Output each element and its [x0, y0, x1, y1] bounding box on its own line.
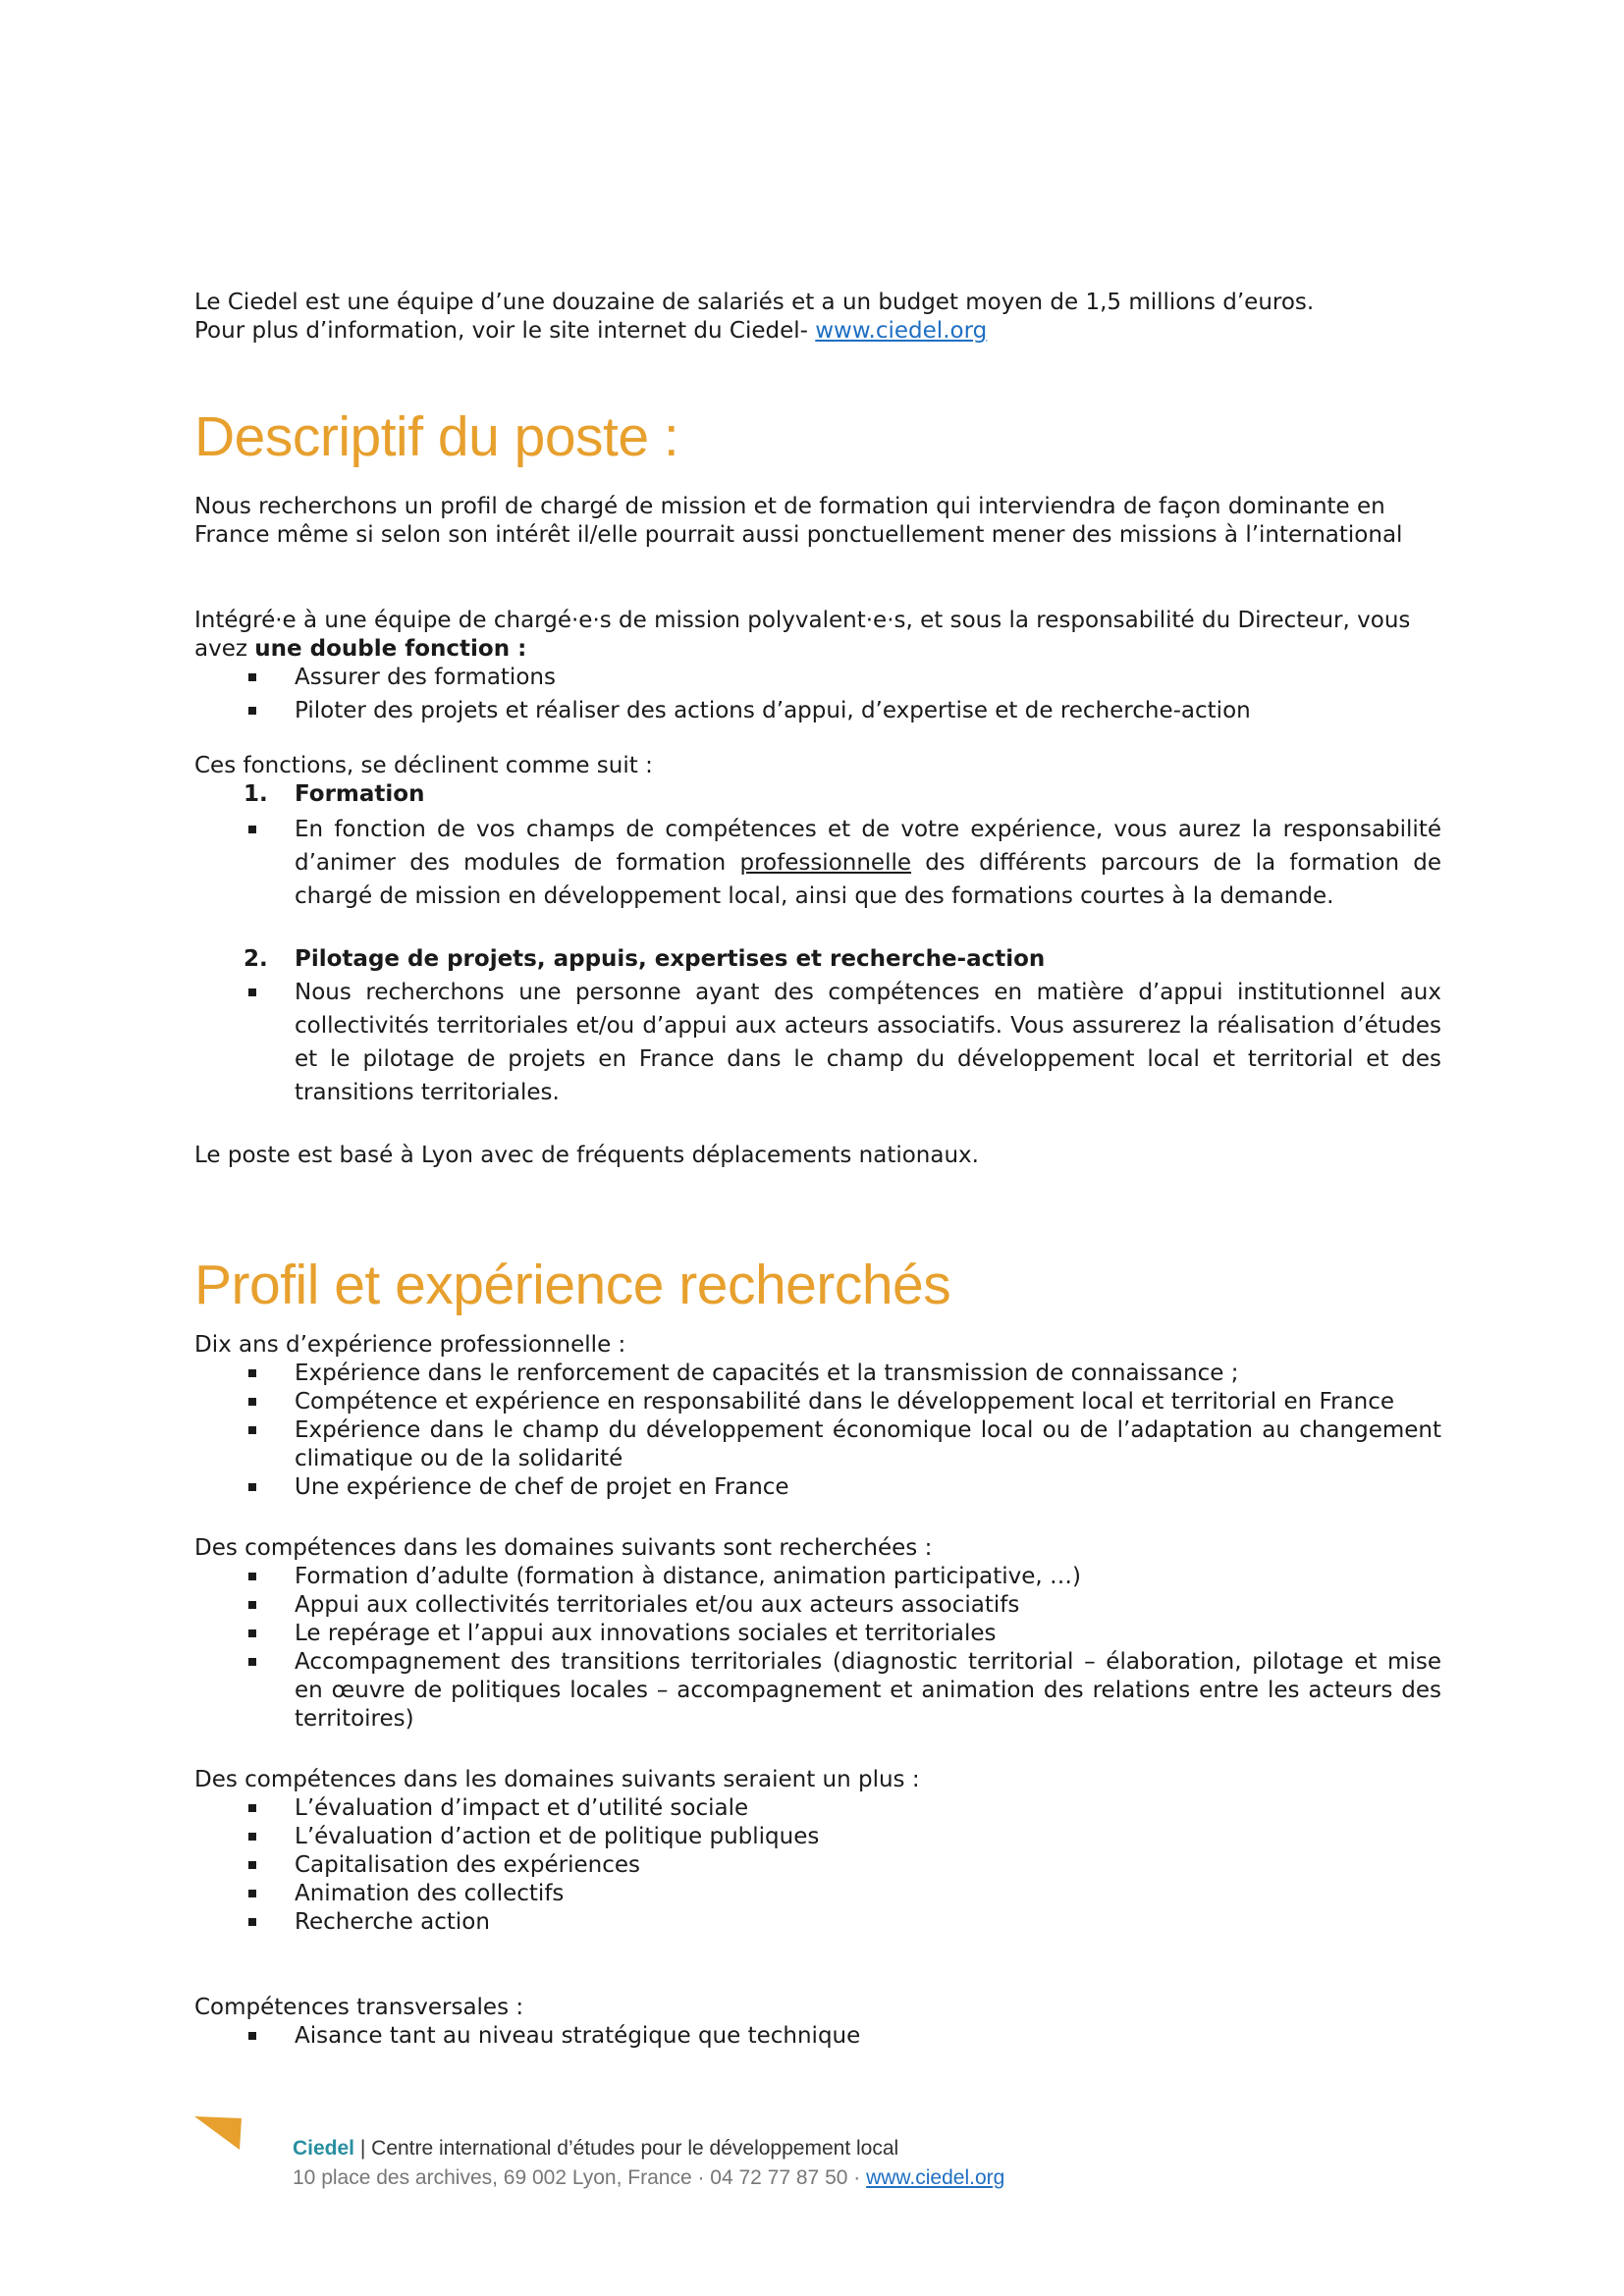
- square-bullet-icon: [248, 1918, 256, 1926]
- list-item: Accompagnement des transitions territoriales (diagnostic territorial – élaboration, pilotage et mise en œuvre de politiques locales – accompagnement et animation des relations entre les acteurs des territoires): [194, 1648, 1441, 1734]
- square-bullet-icon: [248, 1629, 256, 1637]
- square-bullet-icon: [248, 1483, 256, 1491]
- list-item: Animation des collectifs: [194, 1880, 1441, 1908]
- section-title-descriptif: Descriptif du poste :: [194, 405, 679, 468]
- square-bullet-icon: [248, 1833, 256, 1841]
- section-title-profil: Profil et expérience recherchés: [194, 1254, 951, 1316]
- skills-intro: Des compétences dans les domaines suivants sont recherchées :: [194, 1535, 933, 1561]
- experience-list: [194, 1360, 1441, 1502]
- square-bullet-icon: [248, 1861, 256, 1869]
- square-bullet-icon: [248, 673, 256, 681]
- square-bullet-icon: [248, 826, 256, 833]
- square-bullet-icon: [248, 1890, 256, 1897]
- website-link[interactable]: www.ciedel.org: [815, 318, 988, 344]
- square-bullet-icon: [248, 1573, 256, 1580]
- list-item: Piloter des projets et réaliser des actions d’appui, d’expertise et de recherche-action: [194, 697, 1441, 725]
- square-bullet-icon: [248, 1658, 256, 1666]
- numbered-heading-formation: 1. Formation: [244, 781, 425, 807]
- square-bullet-icon: [248, 2032, 256, 2040]
- list-item: Compétence et expérience en responsabilité dans le développement local et territorial en France: [194, 1388, 1441, 1416]
- profile-paragraph: Nous recherchons un profil de chargé de mission et de formation qui interviendra de façon dominante en France même si selon son intérêt il/elle pourrait aussi ponctuellement mener des missions à l’international: [194, 494, 1403, 548]
- pilotage-list: [194, 976, 1441, 1109]
- footer-brand: Ciedel: [293, 2137, 355, 2160]
- experience-intro: Dix ans d’expérience professionnelle :: [194, 1332, 626, 1358]
- square-bullet-icon: [248, 1804, 256, 1812]
- plus-list: [194, 1794, 1441, 1937]
- function-list: [194, 664, 1441, 725]
- footer-line1: Ciedel | Centre international d’études pour le développement local: [293, 2137, 899, 2160]
- transversal-list: [194, 2022, 1441, 2051]
- list-item: Appui aux collectivités territoriales et/ou aux acteurs associatifs: [194, 1591, 1441, 1620]
- square-bullet-icon: [248, 1426, 256, 1434]
- list-item: Aisance tant au niveau stratégique que technique: [194, 2022, 1441, 2051]
- square-bullet-icon: [248, 988, 256, 996]
- list-item: Capitalisation des expériences: [194, 1851, 1441, 1880]
- list-item: Assurer des formations: [194, 664, 1441, 692]
- intro-line1: Le Ciedel est une équipe d’une douzaine de salariés et a un budget moyen de 1,5 millions d’euros.: [194, 290, 1315, 315]
- role-paragraph: Intégré·e à une équipe de chargé·e·s de mission polyvalent·e·s, et sous la responsabilité du Directeur, vous avez une double fonction :: [194, 608, 1411, 662]
- plus-intro: Des compétences dans les domaines suivants seraient un plus :: [194, 1767, 920, 1792]
- square-bullet-icon: [248, 1398, 256, 1406]
- square-bullet-icon: [248, 1369, 256, 1377]
- formation-list: [194, 813, 1441, 913]
- list-item: En fonction de vos champs de compétences et de votre expérience, vous aurez la responsabilité d’animer des modules de formation professionnelle des différents parcours de la formation de chargé de mission en développement local, ainsi que des formations courtes à la demande.: [194, 813, 1441, 913]
- double-function-label: une double fonction :: [254, 636, 527, 662]
- functions-intro: Ces fonctions, se déclinent comme suit :: [194, 753, 653, 778]
- footer-text: [293, 2134, 1176, 2193]
- square-bullet-icon: [248, 707, 256, 715]
- list-item: Une expérience de chef de projet en France: [194, 1473, 1441, 1502]
- footer-website-link[interactable]: www.ciedel.org: [866, 2166, 1005, 2189]
- document-body: [194, 289, 1441, 2051]
- list-item: L’évaluation d’action et de politique publiques: [194, 1823, 1441, 1851]
- ciedel-logo-icon: [194, 2116, 242, 2150]
- intro-line2: Pour plus d’information, voir le site internet du Ciedel- www.ciedel.org: [194, 318, 988, 344]
- list-item: Nous recherchons une personne ayant des compétences en matière d’appui institutionnel aux collectivités territoriales et/ou d’appui aux acteurs associatifs. Vous assurerez la réalisation d’études et le pilotage de projets en France dans le champ du développement local et territorial et des transitions territoriales.: [194, 976, 1441, 1109]
- list-item: Le repérage et l’appui aux innovations sociales et territoriales: [194, 1620, 1441, 1648]
- location-paragraph: Le poste est basé à Lyon avec de fréquents déplacements nationaux.: [194, 1143, 979, 1168]
- intro: [194, 289, 1441, 346]
- list-item: L’évaluation d’impact et d’utilité sociale: [194, 1794, 1441, 1823]
- list-item: Expérience dans le champ du développement économique local ou de l’adaptation au changement climatique ou de la solidarité: [194, 1416, 1441, 1473]
- square-bullet-icon: [248, 1601, 256, 1609]
- list-item: Expérience dans le renforcement de capacités et la transmission de connaissance ;: [194, 1360, 1441, 1388]
- transversal-intro: Compétences transversales :: [194, 1995, 524, 2020]
- list-item: Formation d’adulte (formation à distance, animation participative, …): [194, 1563, 1441, 1591]
- footer-line2: 10 place des archives, 69 002 Lyon, France · 04 72 77 87 50 · www.ciedel.org: [293, 2166, 1005, 2189]
- list-item: Recherche action: [194, 1908, 1441, 1937]
- skills-list: [194, 1563, 1441, 1734]
- numbered-heading-pilotage: 2. Pilotage de projets, appuis, expertises et recherche-action: [244, 946, 1046, 972]
